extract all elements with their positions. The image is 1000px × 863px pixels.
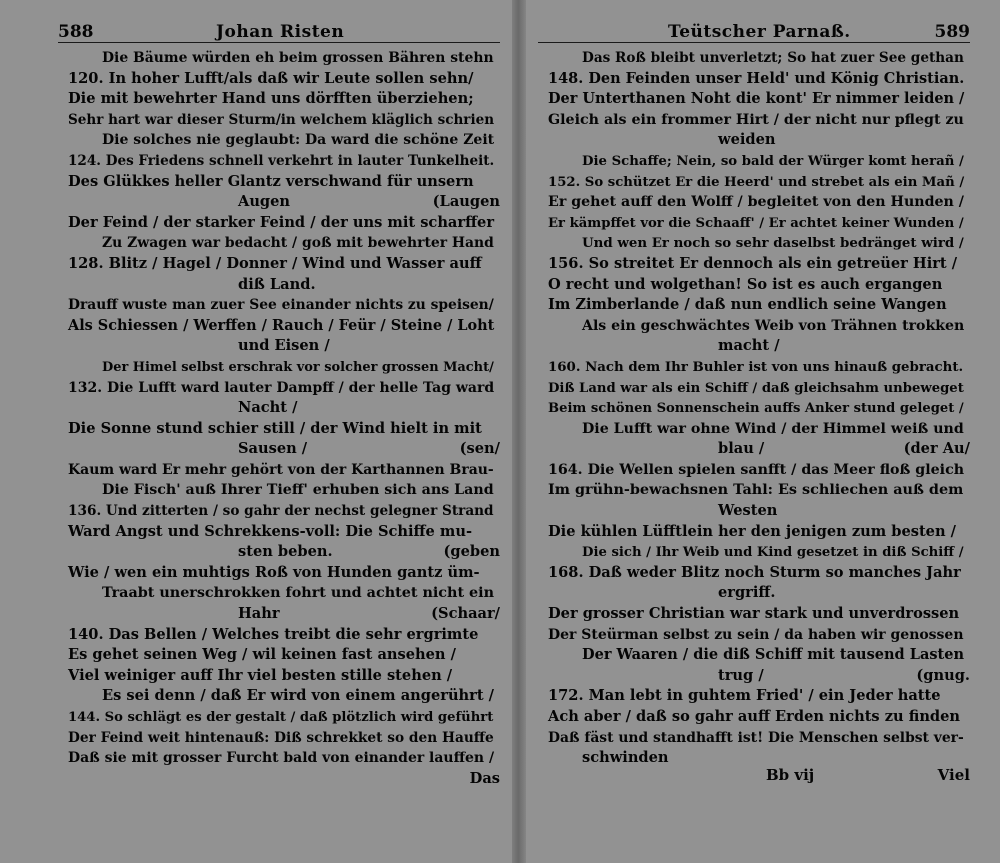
- verse-line-text: Die solches nie geglaubt: Da ward die schöne Zeit: [102, 132, 495, 149]
- verse-line-text: Die Fisch' auß Ihrer Tieff' erhuben sich ans Land: [102, 482, 494, 499]
- page-number-right: 589: [934, 22, 970, 42]
- verse-line: [538, 192, 970, 213]
- verse-line-text: Er kämpffet vor die Schaaff' / Er achtet keiner Wunden /: [548, 215, 964, 231]
- verse-line: [58, 460, 500, 481]
- verse-line-turnover: (geben: [443, 543, 500, 561]
- verse-line-text: blau /: [718, 440, 765, 458]
- verse-line-text: Der Feind weit hintenauß: Diß schrekket so den Hauffe: [68, 729, 494, 746]
- verse-line: [538, 316, 970, 337]
- verse-line: [538, 728, 970, 749]
- verse-line-turnover: (der Au/: [903, 440, 970, 458]
- verse-line: [538, 151, 970, 172]
- catchword: Viel: [937, 766, 970, 784]
- verse-line-text: Zu Zwagen war bedacht / goß mit bewehrter Hand: [102, 235, 494, 252]
- verse-line-turnover: (Schaar/: [431, 605, 500, 623]
- verse-line: [538, 522, 970, 543]
- verse-line: [538, 460, 970, 481]
- signature-mark: Bb vij: [766, 766, 815, 784]
- verse-line: [538, 69, 970, 90]
- verse-line: [58, 645, 500, 666]
- verse-line: [58, 398, 500, 419]
- verse-line: [58, 707, 500, 728]
- verse-line-text: 124. Des Friedens schnell verkehrt in lauter Tunkelheit.: [68, 152, 495, 169]
- verse-line: [58, 48, 500, 69]
- right-page-footer: [538, 766, 970, 788]
- verse-line-text: Das Roß bleibt unverletzt; So hat zuer See gethan: [582, 50, 964, 66]
- verse-line: [58, 172, 500, 193]
- verse-line-text: Im Zimberlande / daß nun endlich seine Wangen: [548, 296, 947, 314]
- verse-line: [58, 89, 500, 110]
- verse-line: [58, 69, 500, 90]
- verse-line: [538, 213, 970, 234]
- verse-line-text: 148. Den Feinden unser Held' und König Christian.: [548, 69, 965, 87]
- verse-line-text: Drauff wuste man zuer See einander nichts zu speisen/: [68, 297, 494, 314]
- verse-line: [58, 275, 500, 296]
- verse-line: [58, 666, 500, 687]
- verse-line-text: Der Feind / der starker Feind / der uns mit scharffer: [68, 213, 495, 231]
- verse-line-text: Im grühn-bewachsnen Tahl: Es schliechen auß dem: [548, 481, 964, 499]
- verse-line-text: schwinden: [582, 749, 669, 767]
- verse-line: [538, 172, 970, 193]
- verse-line-text: Die Lufft war ohne Wind / der Himmel weiß und: [582, 420, 964, 437]
- verse-line: [58, 254, 500, 275]
- verse-line-text: Sausen /: [238, 440, 308, 458]
- verse-line-text: macht /: [718, 337, 780, 355]
- verse-line-text: Und wen Er noch so sehr daselbst bedränget wird /: [582, 235, 964, 252]
- verse-line: [538, 233, 970, 254]
- verse-line-text: diß Land.: [238, 275, 316, 293]
- verse-line-text: weiden: [718, 131, 776, 149]
- verse-line-text: Die kühlen Lüfftlein her den jenigen zum besten /: [548, 522, 956, 540]
- verse-line-text: 152. So schützet Er die Heerd' und strebet als ein Mañ /: [548, 174, 965, 190]
- verse-line: [58, 357, 500, 378]
- verse-line: [58, 563, 500, 584]
- verse-line: [538, 542, 970, 563]
- verse-line-text: Gleich als ein frommer Hirt / der nicht nur pflegt zu: [548, 111, 964, 128]
- verse-line: [538, 480, 970, 501]
- verse-line: [58, 110, 500, 131]
- verse-line: [538, 130, 970, 151]
- verse-line: [538, 419, 970, 440]
- verse-line-text: Der Steürman selbst zu sein / da haben wir genossen: [548, 626, 964, 643]
- verse-line: [538, 357, 970, 378]
- verse-line-text: 120. In hoher Lufft/als daß wir Leute sollen sehn/: [68, 69, 474, 87]
- verse-line-text: 160. Nach dem Ihr Buhler ist von uns hinauß gebracht.: [548, 358, 964, 375]
- verse-line: [58, 295, 500, 316]
- right-page-text: [538, 48, 970, 769]
- verse-line-text: 164. Die Wellen spielen sanfft / das Meer floß gleich: [548, 461, 965, 478]
- verse-line: [538, 707, 970, 728]
- verse-line-turnover: Das: [469, 769, 500, 787]
- verse-line-text: Viel weiniger auff Ihr viel besten stille stehen /: [68, 666, 453, 684]
- verse-line-text: Nacht /: [238, 399, 298, 417]
- verse-line-text: Als ein geschwächtes Weib von Trähnen trokken: [582, 317, 965, 334]
- verse-line-text: 136. Und zitterten / so gahr der nechst gelegner Strand: [68, 503, 494, 520]
- verse-line: [58, 336, 500, 357]
- verse-line-text: 128. Blitz / Hagel / Donner / Wind und Wasser auff: [68, 254, 482, 272]
- left-page-header: [58, 22, 500, 44]
- header-rule-left: [58, 42, 500, 43]
- verse-line-text: Der Himel selbst erschrak vor solcher grossen Macht/: [102, 359, 494, 375]
- verse-line-text: und Eisen /: [238, 337, 330, 355]
- left-page: [58, 22, 500, 789]
- verse-line: [58, 233, 500, 254]
- header-rule-right: [538, 42, 970, 43]
- verse-line: [538, 645, 970, 666]
- verse-line-text: Westen: [718, 502, 778, 520]
- verse-line-text: 140. Das Bellen / Welches treibt die sehr ergrimte: [68, 625, 479, 643]
- verse-line: [58, 769, 500, 790]
- verse-line-turnover: (gnug.: [916, 666, 970, 684]
- verse-line: [538, 110, 970, 131]
- verse-line-text: Es gehet seinen Weg / wil keinen fast ansehen /: [68, 646, 456, 664]
- verse-line: [58, 419, 500, 440]
- verse-line-text: Beim schönen Sonnenschein auffs Anker stund geleget /: [548, 401, 964, 417]
- verse-line: [58, 728, 500, 749]
- verse-line: [538, 398, 970, 419]
- verse-line: [538, 625, 970, 646]
- verse-line: [538, 275, 970, 296]
- book-gutter: [512, 0, 526, 863]
- verse-line-text: Hahr: [238, 605, 280, 623]
- verse-line-text: 144. So schlägt es der gestalt / daß plötzlich wird geführt: [68, 710, 494, 725]
- verse-line: [538, 336, 970, 357]
- verse-line-text: 168. Daß weder Blitz noch Sturm so manches Jahr: [548, 563, 961, 581]
- verse-line-text: Ward Angst und Schrekkens-voll: Die Schiffe mu-: [68, 522, 472, 540]
- verse-line: [538, 254, 970, 275]
- verse-line: [58, 686, 500, 707]
- verse-line: [58, 748, 500, 769]
- verse-line-text: Wie / wen ein muhtigs Roß von Hunden gantz üm-: [68, 563, 480, 581]
- verse-line-text: 172. Man lebt in guhtem Fried' / ein Jeder hatte: [548, 687, 941, 705]
- verse-line: [58, 480, 500, 501]
- verse-line: [538, 604, 970, 625]
- verse-line-text: Ach aber / daß so gahr auff Erden nichts zu finden: [548, 708, 961, 725]
- verse-line-text: Es sei denn / daß Er wird von einem angerührt /: [102, 687, 495, 705]
- verse-line: [58, 378, 500, 399]
- verse-line: [58, 151, 500, 172]
- verse-line-text: Die Bäume würden eh beim grossen Bähren stehn: [102, 50, 494, 66]
- left-page-text: [58, 48, 500, 789]
- verse-line: [58, 439, 500, 460]
- verse-line: [538, 583, 970, 604]
- verse-line-text: Der grosser Christian war stark und unverdrossen: [548, 605, 960, 623]
- verse-line-text: ergriff.: [718, 584, 776, 602]
- verse-line: [58, 213, 500, 234]
- verse-line-text: Daß fäst und standhafft ist! Die Menschen selbst ver-: [548, 729, 964, 746]
- verse-line-text: 132. Die Lufft ward lauter Dampff / der helle Tag ward: [68, 379, 495, 396]
- verse-line: [538, 89, 970, 110]
- verse-line-text: Die mit bewehrter Hand uns dörfften überziehen;: [68, 90, 474, 108]
- right-page-header: [538, 22, 970, 44]
- verse-line: [538, 439, 970, 460]
- verse-line-text: Er gehet auff den Wolff / begleitet von den Hunden /: [548, 194, 964, 211]
- verse-line: [58, 583, 500, 604]
- verse-line-text: Kaum ward Er mehr gehört von der Karthannen Brau-: [68, 461, 494, 478]
- verse-line: [538, 48, 970, 69]
- verse-line-text: Die Schaffe; Nein, so bald der Würger komt herañ /: [582, 153, 964, 169]
- running-title-left: Johan Risten: [216, 22, 345, 42]
- verse-line-text: Traabt unerschrokken fohrt und achtet nicht ein: [102, 585, 495, 602]
- verse-line-text: Des Glükkes heller Glantz verschwand für unsern: [68, 172, 474, 190]
- verse-line: [538, 686, 970, 707]
- running-title-right: Teütscher Parnaß.: [668, 22, 851, 42]
- verse-line-text: Daß sie mit grosser Furcht bald von einander lauffen /: [68, 750, 495, 767]
- verse-line: [58, 604, 500, 625]
- verse-line: [58, 542, 500, 563]
- verse-line-text: 156. So streitet Er dennoch als ein getreüer Hirt /: [548, 254, 958, 272]
- verse-line: [58, 316, 500, 337]
- verse-line-turnover: (sen/: [459, 440, 500, 458]
- verse-line-text: sten beben.: [238, 543, 333, 561]
- verse-line: [538, 563, 970, 584]
- verse-line-text: Als Schiessen / Werffen / Rauch / Feür / Steine / Loht: [68, 316, 495, 334]
- verse-line: [58, 522, 500, 543]
- verse-line: [58, 130, 500, 151]
- verse-line-text: Der Unterthanen Noht die kont' Er nimmer leiden /: [548, 90, 965, 108]
- verse-line: [538, 501, 970, 522]
- verse-line: [538, 295, 970, 316]
- verse-line: [58, 501, 500, 522]
- verse-line-text: trug /: [718, 666, 764, 684]
- verse-line-text: Diß Land war als ein Schiff / daß gleichsahm unbeweget: [548, 380, 964, 396]
- right-page: [538, 22, 970, 784]
- verse-line-text: Die Sonne stund schier still / der Wind hielt in mit: [68, 419, 482, 437]
- verse-line: [58, 192, 500, 213]
- verse-line-text: O recht und wolgethan! So ist es auch ergangen: [548, 275, 943, 293]
- verse-line-turnover: (Laugen: [432, 193, 500, 211]
- page-number-left: 588: [58, 22, 94, 42]
- verse-line: [538, 666, 970, 687]
- verse-line: [58, 625, 500, 646]
- verse-line-text: Sehr hart war dieser Sturm/in welchem kläglich schrien: [68, 111, 495, 128]
- verse-line-text: Der Waaren / die diß Schiff mit tausend Lasten: [582, 646, 965, 664]
- verse-line-text: Augen: [238, 193, 291, 211]
- verse-line: [538, 378, 970, 399]
- verse-line-text: Die sich / Ihr Weib und Kind gesetzet in diß Schiff /: [582, 545, 964, 561]
